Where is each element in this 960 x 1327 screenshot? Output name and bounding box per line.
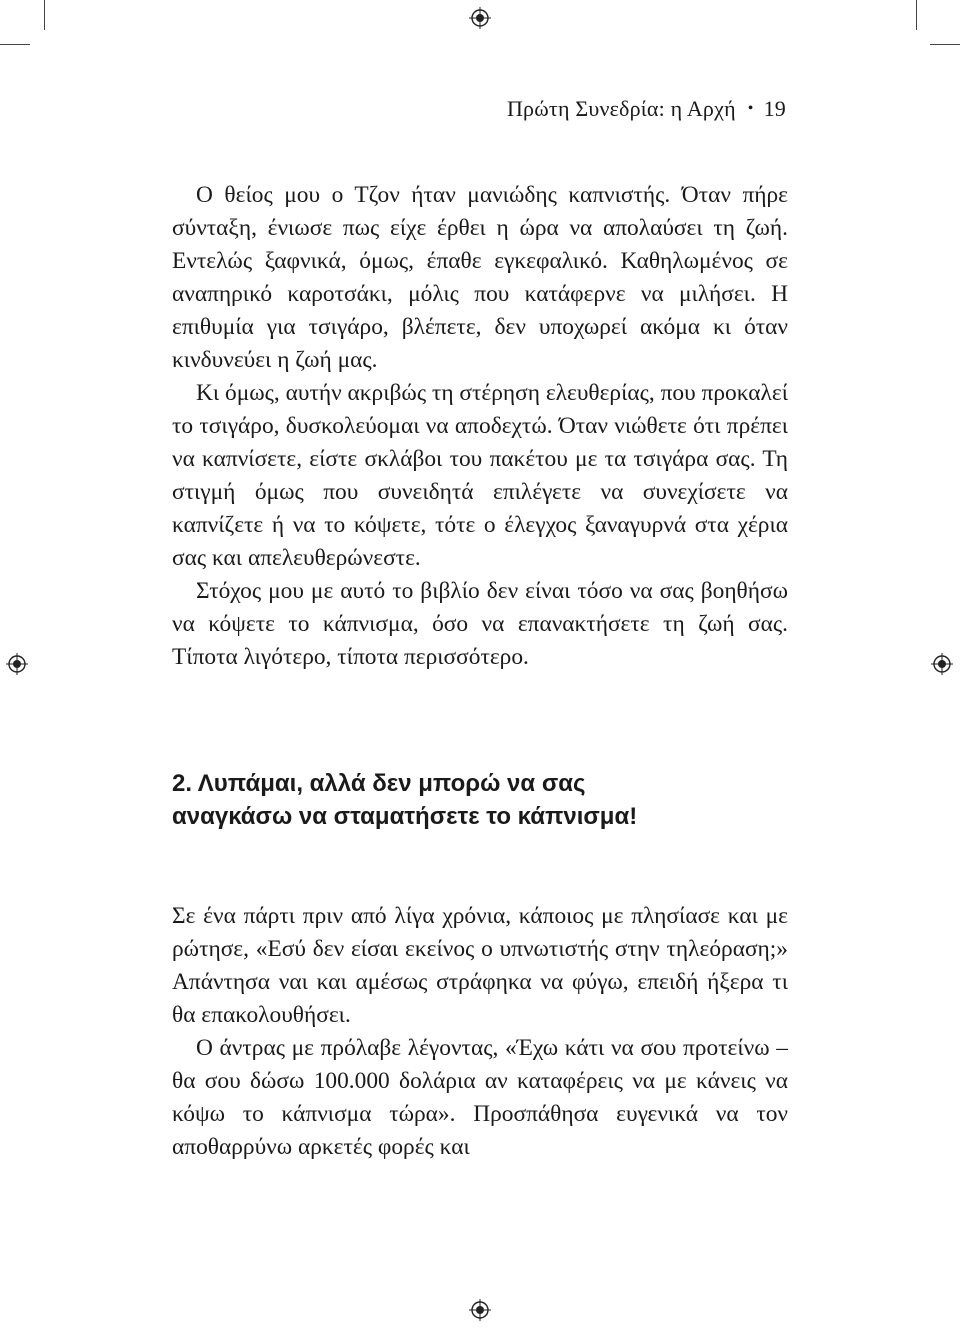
registration-mark-right [931, 653, 953, 675]
paragraph: Ο θείος μου ο Τζον ήταν μανιώδης καπνιστής. Όταν πήρε σύνταξη, ένιωσε πως είχε έρθει η ώρα να απολαύσει τη ζωή. Εντελώς ξαφνικά, όμως, έπαθε εγκεφαλικό. Καθηλωμένος σε αναπηρικό καροτσάκι, μόλις που κατάφερνε να μιλήσει. Η επιθυμία για τσιγάρο, βλέπετε, δεν υποχωρεί ακόμα κι όταν κινδυνεύει η ζωή μας. [172, 182, 788, 373]
registration-mark-left [6, 653, 28, 675]
crop-mark-top-left-vertical [44, 0, 45, 30]
section-heading-line-1: 2. Λυπάμαι, αλλά δεν μπορώ να σας [172, 770, 586, 797]
crop-mark-top-right [930, 44, 960, 45]
registration-mark-bottom [469, 1299, 491, 1321]
running-head-title: Πρώτη Συνεδρία: η Αρχή [506, 96, 736, 121]
crop-mark-top-right-vertical [916, 0, 917, 30]
running-head-bullet: • [747, 100, 754, 117]
paragraph: Σε ένα πάρτι πριν από λίγα χρόνια, κάποιος με πλησίασε και με ρώτησε, «Εσύ δεν είσαι εκείνος ο υπνωτιστής στην τηλεόραση;» Απάντησα ναι και αμέσως στράφηκα να φύγω, επειδή ήξερα τι θα επακολουθήσει. [172, 903, 788, 1028]
body-section-2 [172, 900, 788, 1164]
page-number: 19 [763, 96, 786, 121]
crop-mark-top-left [0, 44, 30, 45]
paragraph: Στόχος μου με αυτό το βιβλίο δεν είναι τόσο να σας βοηθήσω να κόψετε το κάπνισμα, όσο να επανακτήσετε τη ζωή σας. Τίποτα λιγότερο, τίποτα περισσότερο. [172, 578, 788, 670]
paragraph: Ο άντρας με πρόλαβε λέγοντας, «Έχω κάτι να σου προτείνω – θα σου δώσω 100.000 δολάρια αν καταφέρεις να με κάνεις να κόψω το κάπνισμα τώρα». Προσπάθησα ευγενικά να τον αποθαρρύνω αρκετές φορές και [172, 1035, 788, 1160]
section-heading [172, 767, 788, 833]
body-section-1 [172, 179, 788, 674]
registration-mark-top [469, 7, 491, 29]
section-heading-line-2: αναγκάσω να σταματήσετε το κάπνισμα! [172, 803, 638, 830]
paragraph: Κι όμως, αυτήν ακριβώς τη στέρηση ελευθερίας, που προκαλεί το τσιγάρο, δυσκολεύομαι να αποδεχτώ. Όταν νιώθετε ότι πρέπει να καπνίσετε, είστε σκλάβοι του πακέτου με τα τσιγάρα σας. Τη στιγμή όμως που συνειδητά επιλέγετε να συνεχίσετε να καπνίζετε ή να το κόψετε, τότε ο έλεγχος ξαναγυρνά στα χέρια σας και απελευθερώνεστε. [172, 380, 789, 571]
running-head [507, 96, 786, 122]
